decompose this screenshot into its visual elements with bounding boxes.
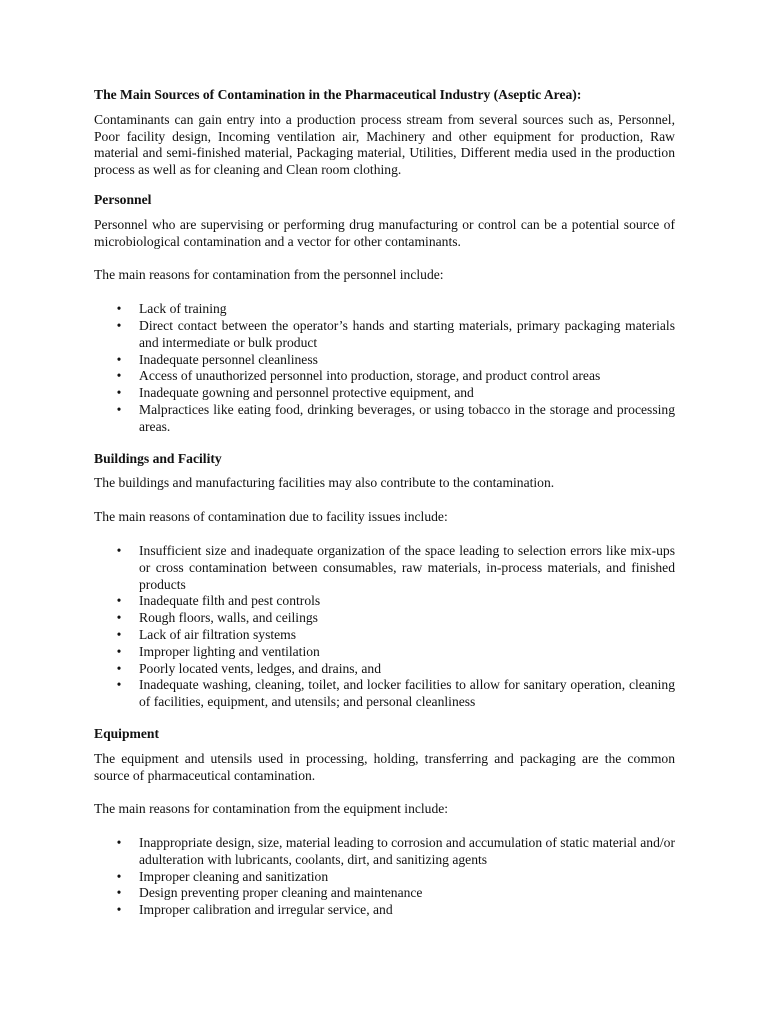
equipment-paragraph: The equipment and utensils used in processing, holding, transferring and packaging are the common source of pharmaceutical contamination. [94,750,675,783]
list-item [94,677,675,711]
bullet-icon: • [116,677,122,693]
bullet-icon: • [116,626,122,642]
bullet-icon: • [116,368,122,384]
bullet-icon: • [116,660,122,676]
list-item-text: Lack of air filtration systems [139,626,297,642]
list-item-text: Inadequate washing, cleaning, toilet, and locker facilities to allow for sanitary operation, cleaning of facilities, equipment, and utensils; and personal cleanliness [139,677,675,710]
bullet-icon: • [116,301,122,317]
list-item [94,318,675,352]
list-item [94,368,675,385]
list-item-text: Rough floors, walls, and ceilings [139,610,318,626]
buildings-paragraph: The buildings and manufacturing facilities may also contribute to the contamination. [94,475,555,491]
personnel-paragraph: Personnel who are supervising or performing drug manufacturing or control can be a potential source of microbiological contamination and a vector for other contaminants. [94,216,675,249]
bullet-icon: • [116,643,122,659]
bullet-icon: • [116,868,122,884]
list-item [94,835,675,869]
bullet-icon: • [116,885,122,901]
list-item [94,301,675,318]
bullet-icon: • [116,902,122,918]
list-item-text: Inadequate personnel cleanliness [139,351,318,367]
personnel-list-intro: The main reasons for contamination from the personnel include: [94,267,444,283]
document-page [94,87,675,934]
list-item [94,902,675,919]
list-item [94,627,675,644]
list-item [94,885,675,902]
list-item-text: Improper cleaning and sanitization [139,868,329,884]
list-item-text: Inappropriate design, size, material leading to corrosion and accumulation of static material and/or adulteration with lubricants, coolants, dirt, and sanitizing agents [139,835,676,867]
list-item [94,644,675,661]
list-item-text: Inadequate filth and pest controls [139,593,321,609]
buildings-list-intro: The main reasons of contamination due to facility issues include: [94,509,448,525]
equipment-list [94,835,675,919]
buildings-list [94,543,675,711]
list-item-text: Improper lighting and ventilation [139,643,320,659]
list-item [94,593,675,610]
list-item [94,543,675,593]
bullet-icon: • [116,351,122,367]
bullet-icon: • [116,835,122,851]
intro-paragraph: Contaminants can gain entry into a production process stream from several sources such as, Personnel, Poor facility design, Incoming ventilation air, Machinery and other equipment for production, Raw material and semi-finished material, Packaging material, Utilities, Different media used in the production process as well as for cleaning and Clean room clothing. [94,111,675,178]
list-item-text: Malpractices like eating food, drinking beverages, or using tobacco in the storage and processing areas. [139,401,675,434]
bullet-icon: • [116,401,122,417]
list-item-text: Design preventing proper cleaning and maintenance [139,885,423,901]
list-item [94,352,675,369]
list-item-text: Lack of training [139,301,227,317]
list-item-text: Direct contact between the operator’s hands and starting materials, primary packaging materials and intermediate or bulk product [139,317,675,350]
bullet-icon: • [116,610,122,626]
bullet-icon: • [116,593,122,609]
personnel-list [94,301,675,435]
section-heading-buildings: Buildings and Facility [94,450,222,466]
list-item-text: Improper calibration and irregular service, and [139,902,393,918]
document-title: The Main Sources of Contamination in the Pharmaceutical Industry (Aseptic Area): [94,87,582,102]
section-heading-equipment: Equipment [94,725,159,741]
list-item [94,402,675,436]
list-item-text: Access of unauthorized personnel into production, storage, and product control areas [139,368,601,384]
list-item-text: Poorly located vents, ledges, and drains, and [139,660,381,676]
list-item-text: Inadequate gowning and personnel protective equipment, and [139,385,474,401]
list-item [94,661,675,678]
bullet-icon: • [116,385,122,401]
list-item [94,869,675,886]
section-heading-personnel: Personnel [94,191,152,207]
list-item-text: Insufficient size and inadequate organization of the space leading to selection errors like mix-ups or cross contamination between consumables, raw materials, in-process materials, and finished products [139,542,675,592]
bullet-icon: • [116,542,122,558]
bullet-icon: • [116,317,122,333]
equipment-list-intro: The main reasons for contamination from the equipment include: [94,801,449,817]
list-item [94,385,675,402]
list-item [94,610,675,627]
